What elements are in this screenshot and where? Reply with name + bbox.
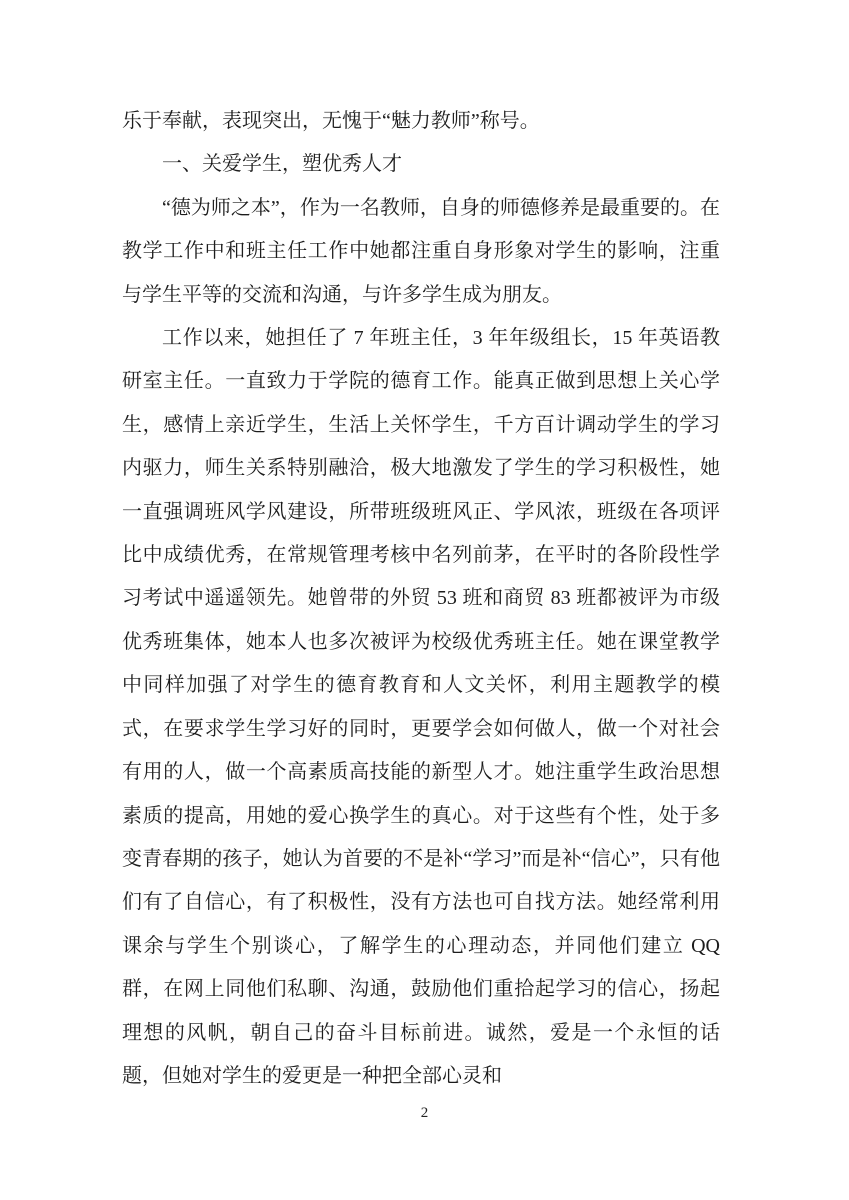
section-heading: 一、关爱学生，塑优秀人才 — [162, 153, 402, 176]
paragraph-teacher-ethics: “德为师之本”，作为一名教师，自身的师德修养是最重要的。在教学工作中和班主任工作中她都注重自身形象对学生的影响，注重与学生平等的交流和沟通，与许多学生成为朋友。 — [122, 196, 720, 306]
page-number: 2 — [420, 1105, 429, 1121]
document-body — [122, 100, 720, 1098]
paragraph-continuation: 乐于奉献，表现突出，无愧于“魅力教师”称号。 — [122, 110, 540, 132]
paragraph-work-achievements: 工作以来，她担任了 7 年班主任，3 年年级组长，15 年英语教研室主任。一直致力于学院的德育工作。能真正做到思想上关心学生，感情上亲近学生，生活上关怀学生，千方百计调动学生的学习内驱力，师生关系特别融洽，极大地激发了学生的学习积极性，她一直强调班风学风建设，所带班级班风正、学风浓，班级在各项评比中成绩优秀，在常规管理考核中名列前茅，在平时的各阶段性学习考试中遥遥领先。她曾带的外贸 53 班和商贸 83 班都被评为市级优秀班集体，她本人也多次被评为校级优秀班主任。她在课堂教学中同样加强了对学生的德育教育和人文关怀，利用主题教学的模式，在要求学生学习好的同时，更要学会如何做人，做一个对社会有用的人，做一个高素质高技能的新型人才。她注重学生政治思想素质的提高，用她的爱心换学生的真心。对于这些有个性，处于多变青春期的孩子，她认为首要的不是补“学习”而是补“信心”，只有他们有了自信心，有了积极性，没有方法也可自找方法。她经常利用课余与学生个别谈心，了解学生的心理动态，并同他们建立 QQ 群，在网上同他们私聊、沟通，鼓励他们重拾起学习的信心，扬起理想的风帆，朝自己的奋斗目标前进。诚然，爱是一个永恒的话题，但她对学生的爱更是一种把全部心灵和 — [122, 327, 720, 1087]
